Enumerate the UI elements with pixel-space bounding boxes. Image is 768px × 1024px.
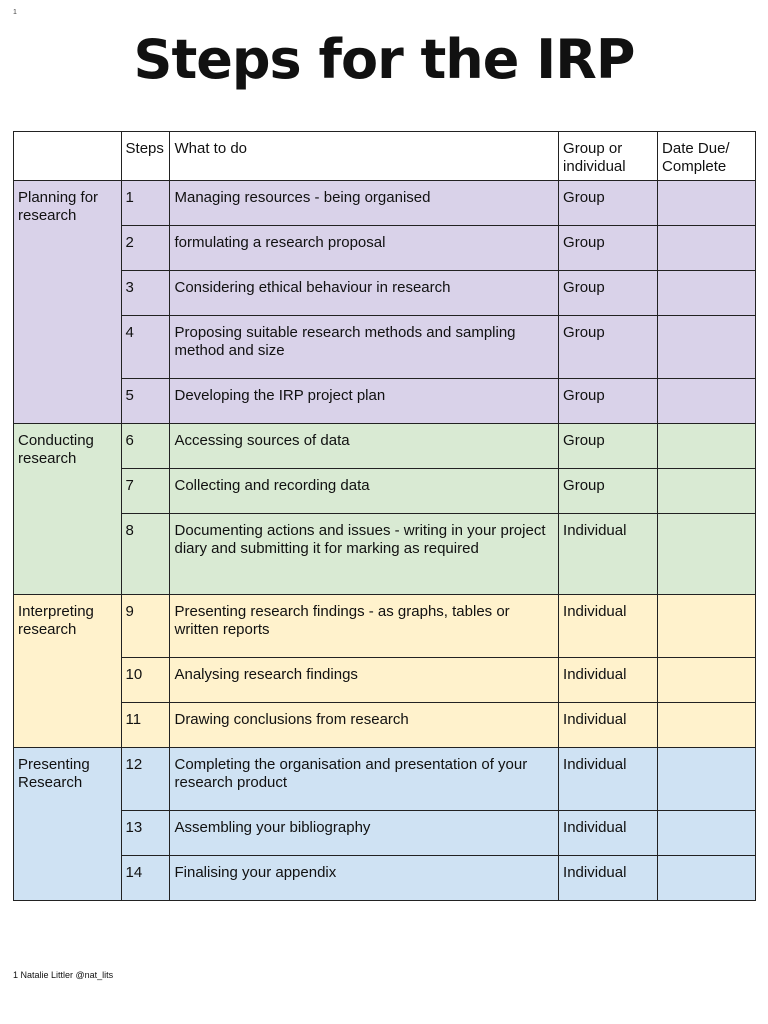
step-type: Individual xyxy=(559,748,658,811)
table-row xyxy=(14,316,756,379)
table-row xyxy=(14,424,756,469)
step-type: Individual xyxy=(559,811,658,856)
step-description: Managing resources - being organised xyxy=(170,181,559,226)
footer-credit: 1 Natalie Littler @nat_lits xyxy=(13,970,114,980)
step-description: Developing the IRP project plan xyxy=(170,379,559,424)
step-date-cell xyxy=(658,595,756,658)
step-number: 3 xyxy=(121,271,170,316)
step-description: Accessing sources of data xyxy=(170,424,559,469)
step-number: 10 xyxy=(121,658,170,703)
table-row xyxy=(14,226,756,271)
step-type: Individual xyxy=(559,514,658,595)
table-row xyxy=(14,181,756,226)
table-row xyxy=(14,811,756,856)
step-number: 13 xyxy=(121,811,170,856)
step-number: 14 xyxy=(121,856,170,901)
step-type: Individual xyxy=(559,658,658,703)
step-type: Group xyxy=(559,226,658,271)
stage-cell-interpreting: Interpreting research xyxy=(14,595,122,748)
step-date-cell xyxy=(658,226,756,271)
step-date-cell xyxy=(658,514,756,595)
step-date-cell xyxy=(658,379,756,424)
step-date-cell xyxy=(658,424,756,469)
step-description: Proposing suitable research methods and sampling method and size xyxy=(170,316,559,379)
step-type: Individual xyxy=(559,856,658,901)
step-date-cell xyxy=(658,748,756,811)
step-date-cell xyxy=(658,811,756,856)
step-description: Analysing research findings xyxy=(170,658,559,703)
step-type: Group xyxy=(559,469,658,514)
step-type: Group xyxy=(559,181,658,226)
stage-cell-planning: Planning for research xyxy=(14,181,122,424)
table-row xyxy=(14,469,756,514)
step-type: Individual xyxy=(559,595,658,658)
step-description: Collecting and recording data xyxy=(170,469,559,514)
step-date-cell xyxy=(658,469,756,514)
step-number: 11 xyxy=(121,703,170,748)
step-date-cell xyxy=(658,856,756,901)
step-type: Group xyxy=(559,271,658,316)
step-type: Individual xyxy=(559,703,658,748)
header-date-due: Date Due/ Complete xyxy=(658,132,756,181)
step-description: Presenting research findings - as graphs, tables or written reports xyxy=(170,595,559,658)
step-type: Group xyxy=(559,316,658,379)
stage-cell-conducting: Conducting research xyxy=(14,424,122,595)
table-row xyxy=(14,379,756,424)
step-description: Drawing conclusions from research xyxy=(170,703,559,748)
table-row xyxy=(14,514,756,595)
table-row xyxy=(14,658,756,703)
table-row xyxy=(14,595,756,658)
header-steps: Steps xyxy=(121,132,170,181)
step-number: 5 xyxy=(121,379,170,424)
table-row xyxy=(14,856,756,901)
table-row xyxy=(14,703,756,748)
table-header-row xyxy=(14,132,756,181)
table-row xyxy=(14,271,756,316)
step-description: Completing the organisation and presentation of your research product xyxy=(170,748,559,811)
step-number: 12 xyxy=(121,748,170,811)
irp-steps-table xyxy=(13,131,756,901)
page-number-mark: 1 xyxy=(13,9,17,16)
step-description: formulating a research proposal xyxy=(170,226,559,271)
step-type: Group xyxy=(559,379,658,424)
step-type: Group xyxy=(559,424,658,469)
step-number: 4 xyxy=(121,316,170,379)
step-number: 7 xyxy=(121,469,170,514)
step-description: Assembling your bibliography xyxy=(170,811,559,856)
step-date-cell xyxy=(658,658,756,703)
header-group-or-individual: Group or individual xyxy=(559,132,658,181)
step-description: Documenting actions and issues - writing in your project diary and submitting it for marking as required xyxy=(170,514,559,595)
step-date-cell xyxy=(658,271,756,316)
step-date-cell xyxy=(658,316,756,379)
step-number: 6 xyxy=(121,424,170,469)
step-description: Finalising your appendix xyxy=(170,856,559,901)
step-number: 2 xyxy=(121,226,170,271)
step-number: 8 xyxy=(121,514,170,595)
stage-cell-presenting: Presenting Research xyxy=(14,748,122,901)
step-date-cell xyxy=(658,703,756,748)
page-title: Steps for the IRP xyxy=(133,28,635,91)
header-stage xyxy=(14,132,122,181)
step-number: 9 xyxy=(121,595,170,658)
step-date-cell xyxy=(658,181,756,226)
step-number: 1 xyxy=(121,181,170,226)
header-what-to-do: What to do xyxy=(170,132,559,181)
step-description: Considering ethical behaviour in research xyxy=(170,271,559,316)
table-row xyxy=(14,748,756,811)
